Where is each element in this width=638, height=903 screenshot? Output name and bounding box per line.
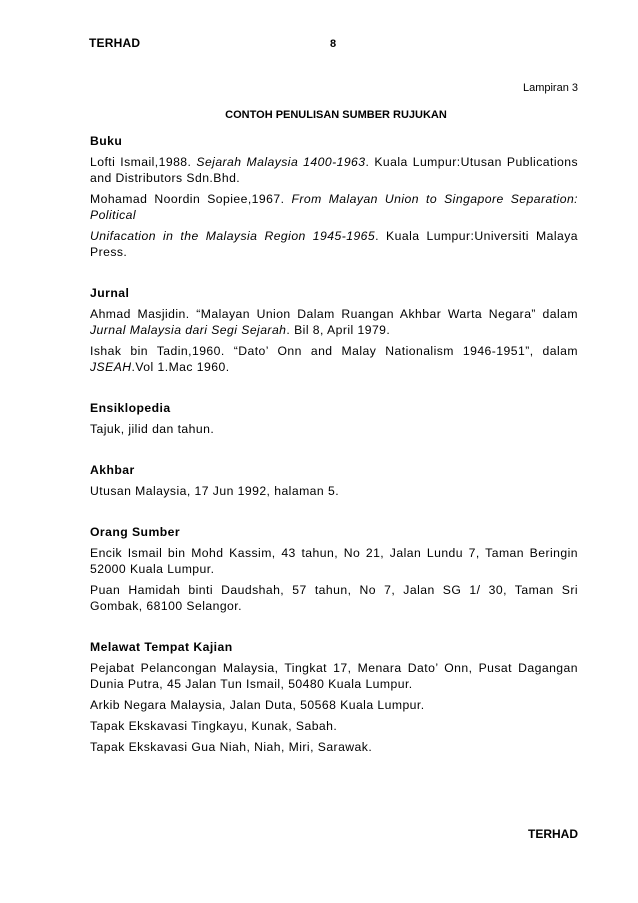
reference-entry: Mohamad Noordin Sopiee,1967. From Malayan Union to Singapore Separation: Political xyxy=(90,192,579,222)
appendix-label: Lampiran 3 xyxy=(522,82,578,94)
reference-entry: Utusan Malaysia, 17 Jun 1992, halaman 5. xyxy=(90,484,340,498)
reference-entry: Lofti Ismail,1988. Sejarah Malaysia 1400-1963. Kuala Lumpur:Utusan Publications and Distributors Sdn.Bhd. xyxy=(90,155,578,185)
section-jurnal xyxy=(90,284,578,375)
section-heading: Orang Sumber xyxy=(90,525,181,539)
section-heading: Melawat Tempat Kajian xyxy=(90,640,233,654)
footer-classification: TERHAD xyxy=(528,827,578,841)
page-title: CONTOH PENULISAN SUMBER RUJUKAN xyxy=(225,109,447,121)
section-buku xyxy=(90,132,578,260)
section-heading: Jurnal xyxy=(90,286,130,300)
section-akhbar xyxy=(90,461,578,499)
section-heading: Ensiklopedia xyxy=(90,401,171,415)
header-classification: TERHAD xyxy=(89,36,141,50)
reference-entry: Tapak Ekskavasi Gua Niah, Niah, Miri, Sarawak. xyxy=(90,740,373,754)
section-heading: Buku xyxy=(90,134,123,148)
section-ensiklopedia xyxy=(90,399,578,437)
reference-entry: Ahmad Masjidin. “Malayan Union Dalam Ruangan Akhbar Warta Negara” dalam Jurnal Malaysia dari Segi Sejarah. Bil 8, April 1979. xyxy=(90,307,578,337)
reference-entry: Tajuk, jilid dan tahun. xyxy=(90,422,215,436)
references-content xyxy=(90,132,578,779)
section-orang-sumber xyxy=(90,523,578,614)
reference-entry: Encik Ismail bin Mohd Kassim, 43 tahun, No 21, Jalan Lundu 7, Taman Beringin 52000 Kuala Lumpur. xyxy=(90,546,578,576)
reference-entry: Puan Hamidah binti Daudshah, 57 tahun, No 7, Jalan SG 1/ 30, Taman Sri Gombak, 68100 Selangor. xyxy=(90,583,578,613)
reference-entry: Tapak Ekskavasi Tingkayu, Kunak, Sabah. xyxy=(90,719,338,733)
reference-entry: Arkib Negara Malaysia, Jalan Duta, 50568 Kuala Lumpur. xyxy=(90,698,425,712)
section-melawat xyxy=(90,638,578,755)
page-number: 8 xyxy=(330,38,337,50)
reference-entry: Ishak bin Tadin,1960. “Dato’ Onn and Malay Nationalism 1946-1951”, dalam JSEAH.Vol 1.Mac 1960. xyxy=(90,344,578,374)
reference-entry: Unifacation in the Malaysia Region 1945-1965. Kuala Lumpur:Universiti Malaya Press. xyxy=(90,229,578,259)
reference-entry: Pejabat Pelancongan Malaysia, Tingkat 17, Menara Dato’ Onn, Pusat Dagangan Dunia Putra, 45 Jalan Tun Ismail, 50480 Kuala Lumpur. xyxy=(90,661,578,691)
section-heading: Akhbar xyxy=(90,463,135,477)
